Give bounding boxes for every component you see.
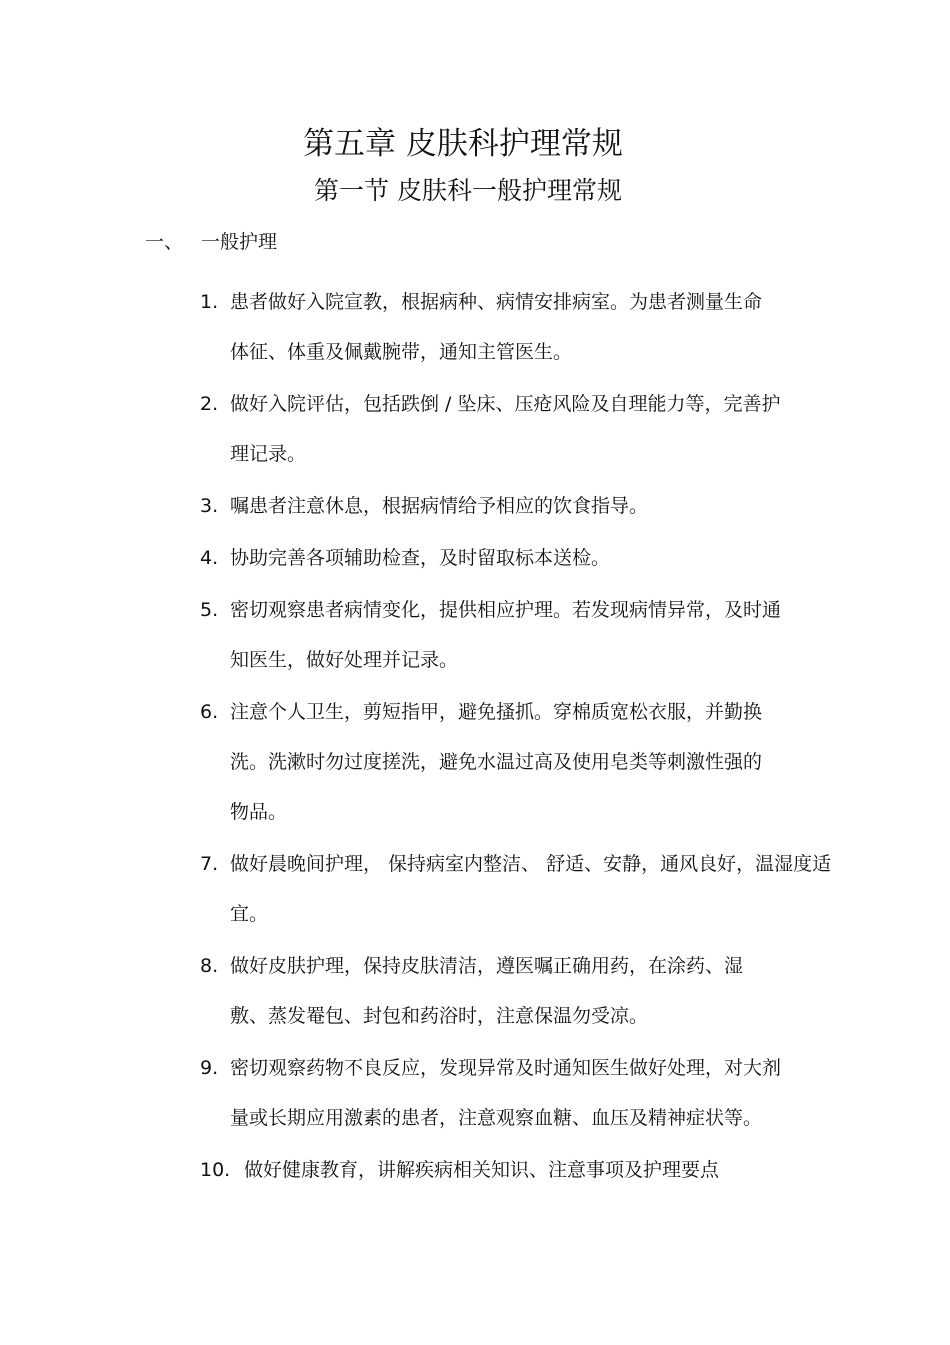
care-item-number: 5.	[200, 599, 219, 621]
care-item-list	[200, 277, 830, 1197]
care-item	[200, 839, 835, 939]
care-item-number: 3.	[200, 495, 219, 517]
care-item-text: 密切观察患者病情变化，提供相应护理。若发现病情异常，及时通知医生，做好处理并记录。	[230, 599, 782, 671]
section-heading	[145, 226, 277, 258]
care-item-text: 注意个人卫生，剪短指甲，避免搔抓。穿棉质宽松衣服，并勤换洗。洗漱时勿过度搓洗，避免水温过高及使用皂类等刺激性强的物品。	[230, 701, 763, 823]
care-item	[200, 585, 795, 685]
care-item-number: 10.	[200, 1159, 231, 1181]
care-item-text: 密切观察药物不良反应，发现异常及时通知医生做好处理，对大剂量或长期应用激素的患者，注意观察血糖、血压及精神症状等。	[230, 1057, 782, 1129]
care-item-text: 做好健康教育，讲解疾病相关知识、注意事项及护理要点	[244, 1159, 720, 1181]
care-item	[200, 277, 775, 377]
care-item-number: 7.	[200, 853, 219, 875]
care-item	[200, 941, 775, 1041]
care-item	[200, 533, 830, 583]
care-item-text: 协助完善各项辅助检查，及时留取标本送检。	[230, 547, 611, 569]
care-item-number: 2.	[200, 393, 219, 415]
care-item-number: 9.	[200, 1057, 219, 1079]
care-item-text: 嘱患者注意休息，根据病情给予相应的饮食指导。	[230, 495, 649, 517]
chapter-title: 第五章 皮肤科护理常规	[303, 126, 623, 162]
care-item	[200, 481, 830, 531]
care-item-number: 4.	[200, 547, 219, 569]
care-item	[200, 379, 795, 479]
care-item	[200, 687, 775, 837]
care-item	[200, 1145, 819, 1195]
care-item-text: 做好入院评估，包括跌倒 / 坠床、压疮风险及自理能力等，完善护理记录。	[230, 393, 781, 465]
care-item-text: 患者做好入院宣教，根据病种、病情安排病室。为患者测量生命体征、体重及佩戴腕带，通知主管医生。	[230, 291, 763, 363]
section-number: 一、	[145, 231, 184, 253]
care-item-text: 做好皮肤护理，保持皮肤清洁，遵医嘱正确用药，在涂药、湿敷、蒸发罨包、封包和药浴时，注意保温勿受凉。	[230, 955, 744, 1027]
care-item	[200, 1043, 795, 1143]
care-item-number: 1.	[200, 291, 219, 313]
care-item-text: 做好晨晚间护理， 保持病室内整洁、 舒适、安静，通风良好，温湿度适宜。	[230, 853, 832, 925]
section-heading-text: 一般护理	[201, 231, 278, 253]
care-item-number: 8.	[200, 955, 219, 977]
care-item-number: 6.	[200, 701, 219, 723]
section-subtitle: 第一节 皮肤科一般护理常规	[314, 176, 622, 205]
